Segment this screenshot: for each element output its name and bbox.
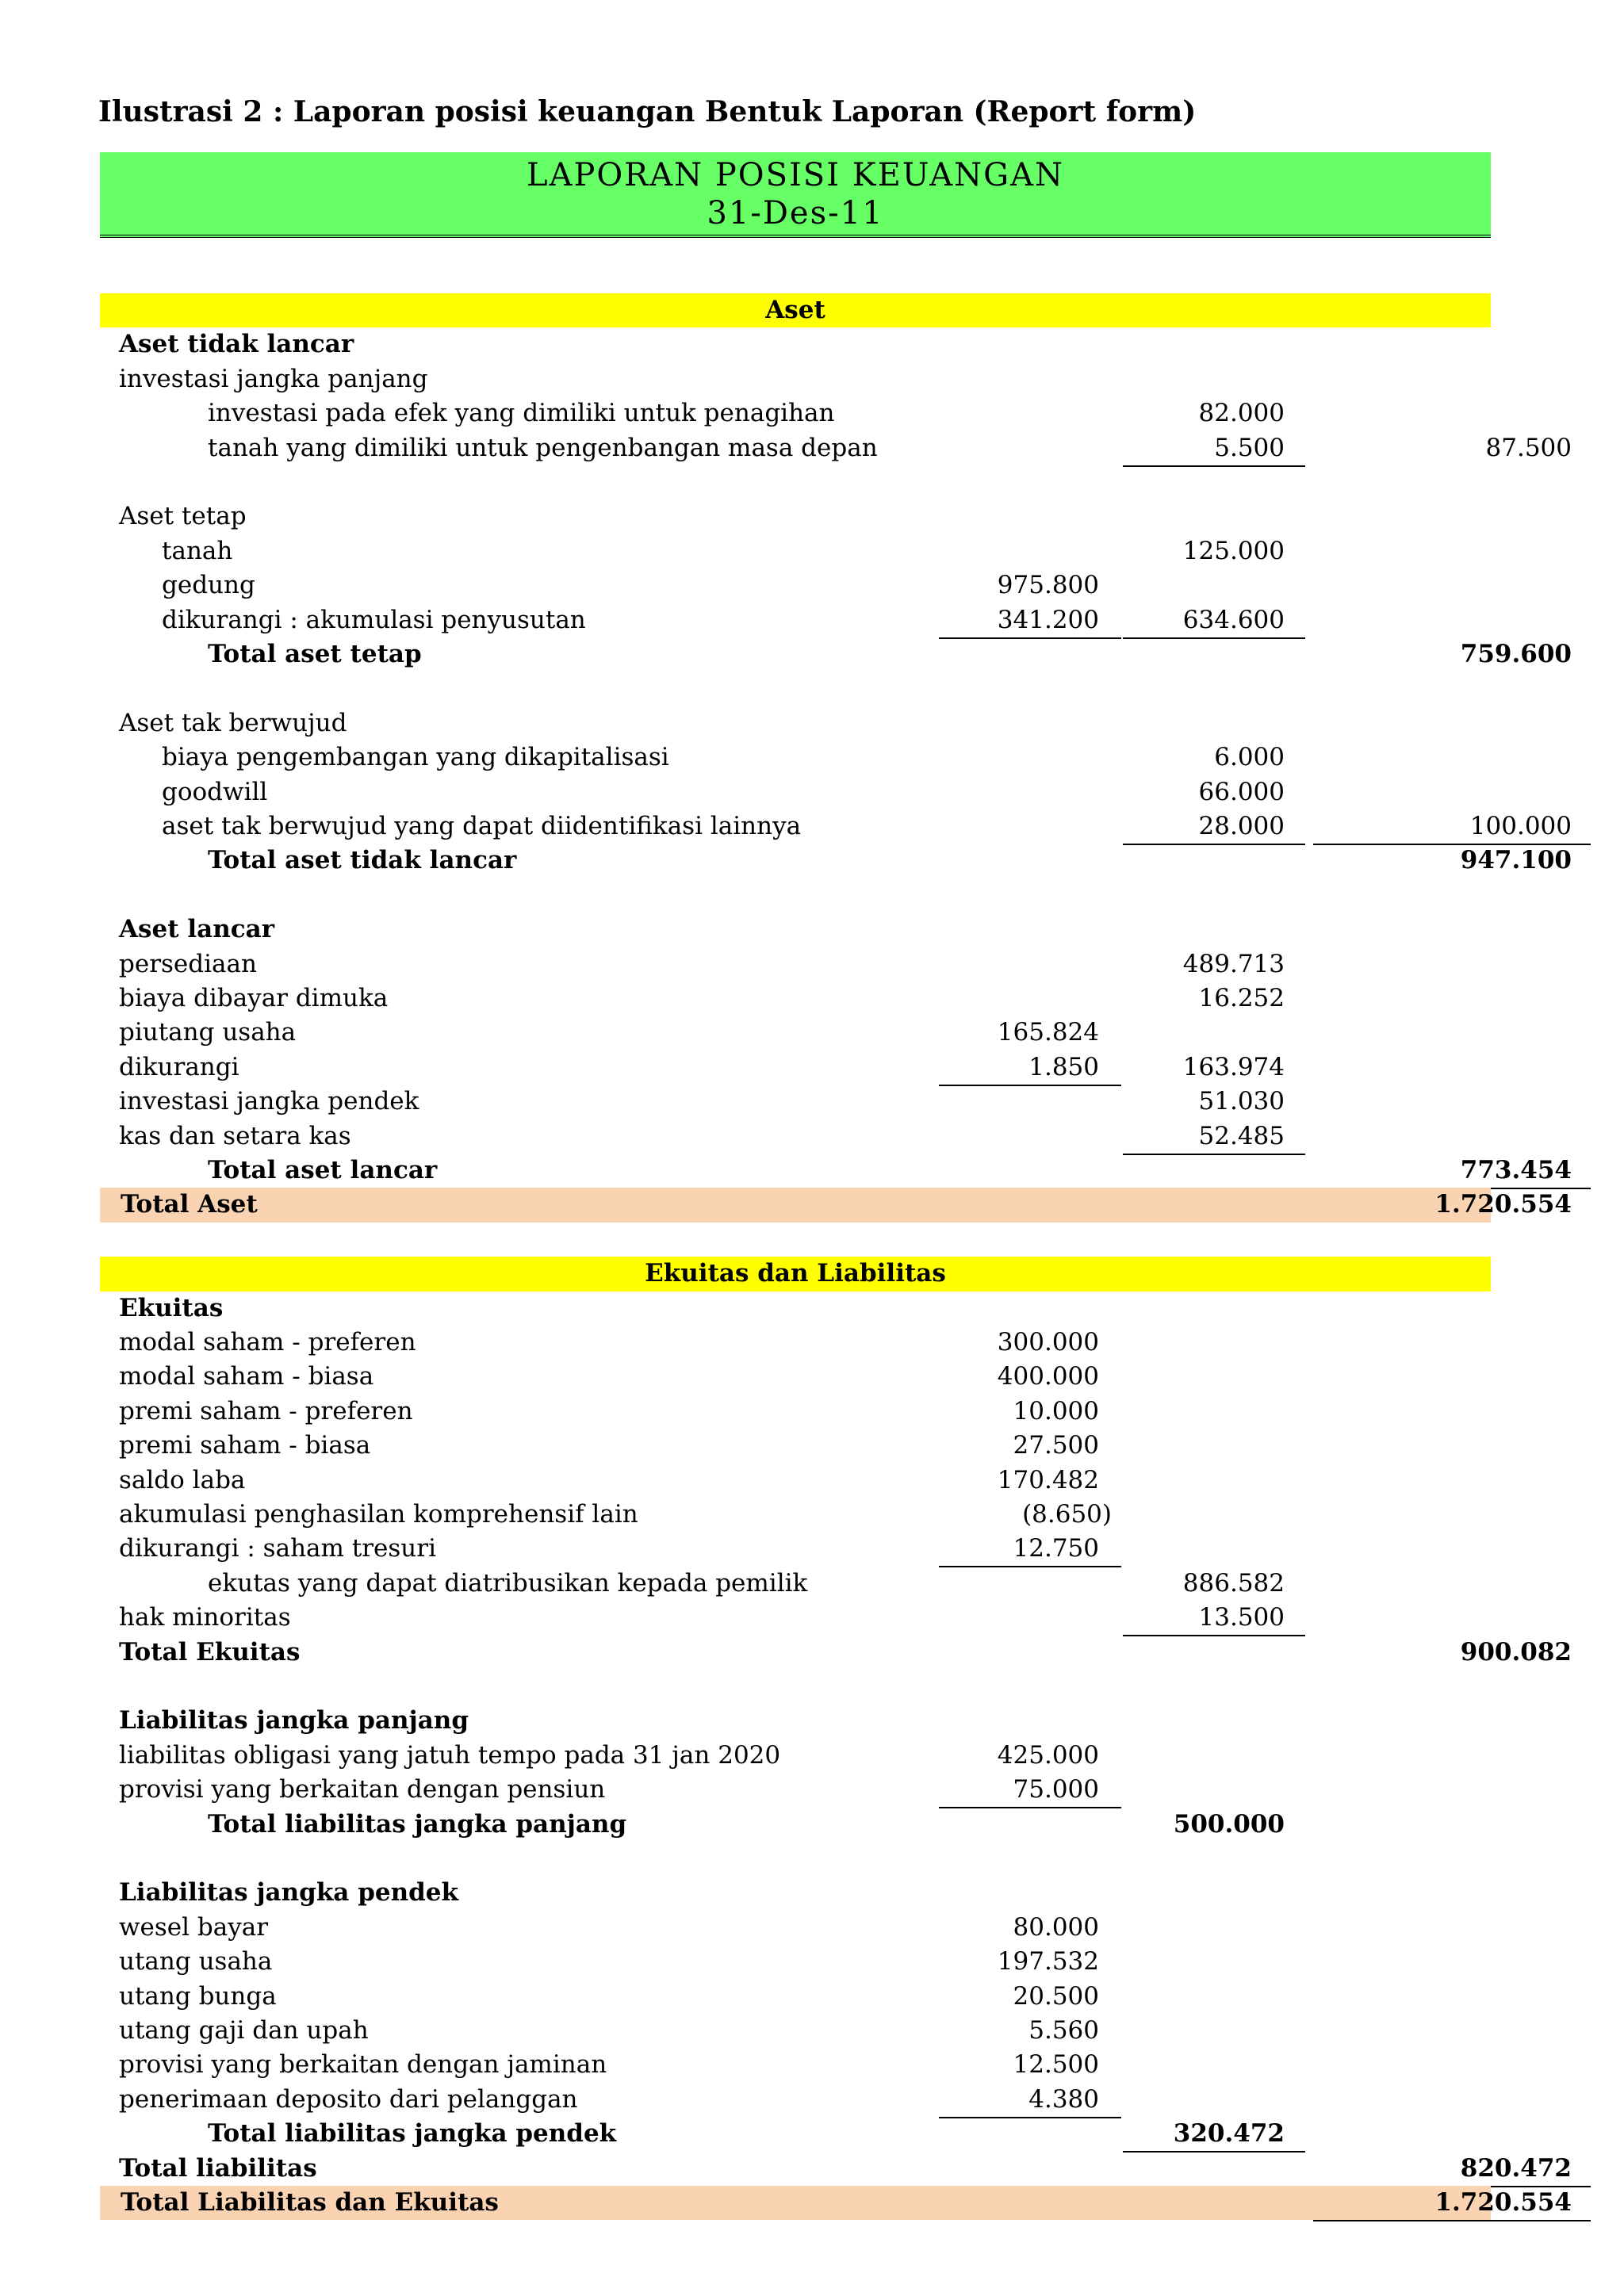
amount-col-2: 52.485 — [1128, 1119, 1285, 1154]
line-item-row — [100, 1945, 1491, 1979]
line-item-row — [100, 740, 1491, 775]
document-title: Ilustrasi 2 : Laporan posisi keuangan Bentuk Laporan (Report form) — [98, 95, 1197, 128]
row-label: modal saham - biasa — [119, 1362, 374, 1391]
subtotal-row — [100, 1636, 1572, 1670]
line-item-row — [100, 809, 1572, 844]
line-item-row — [100, 1016, 1491, 1050]
line-item-row — [100, 706, 1491, 740]
row-label: ekutas yang dapat diatribusikan kepada pemilik — [208, 1568, 808, 1598]
section-label: Aset — [765, 296, 825, 324]
amount-col-3: 900.082 — [1460, 1637, 1572, 1667]
row-label: saldo laba — [119, 1465, 246, 1494]
subtotal-row — [100, 1154, 1572, 1188]
row-label: premi saham - biasa — [119, 1431, 371, 1460]
row-label: Total Ekuitas — [119, 1637, 301, 1667]
line-item-row — [100, 1119, 1491, 1154]
row-label: Liabilitas jangka pendek — [119, 1878, 459, 1908]
amount-col-1: 5.560 — [1028, 2016, 1099, 2045]
row-label: Total aset lancar — [208, 1156, 438, 1184]
line-item-row — [100, 431, 1572, 465]
row-label: Aset tetap — [119, 502, 247, 531]
blank-row — [100, 878, 1491, 913]
line-item-row — [100, 1360, 1491, 1394]
row-label: tanah yang dimiliki untuk pengenbangan masa depan — [208, 433, 878, 462]
row-label: Total Liabilitas dan Ekuitas — [121, 2188, 499, 2217]
amount-col-2: 66.000 — [1198, 777, 1285, 806]
row-label: Total liabilitas jangka panjang — [208, 1809, 627, 1839]
amount-col-2: 489.713 — [1182, 949, 1285, 978]
amount-col-3: 947.100 — [1460, 846, 1572, 875]
row-label: premi saham - preferen — [119, 1396, 413, 1425]
line-item-row — [100, 1532, 1491, 1566]
row-label: Aset tak berwujud — [119, 708, 347, 737]
amount-col-1: 975.800 — [997, 571, 1099, 600]
amount-col-1: 20.500 — [1013, 1981, 1099, 2011]
amount-col-3: 759.600 — [1460, 640, 1572, 668]
amount-col-1: 165.824 — [997, 1018, 1099, 1047]
line-item-row — [100, 2048, 1491, 2082]
grand-total-row — [100, 2186, 1572, 2220]
line-item-row — [100, 568, 1491, 603]
blank-row — [100, 465, 1491, 499]
line-item-row — [100, 1567, 1491, 1601]
row-label: liabilitas obligasi yang jatuh tempo pada 31 jan 2020 — [119, 1740, 781, 1770]
row-label: utang gaji dan upah — [119, 2016, 369, 2045]
row-label: biaya dibayar dimuka — [119, 984, 389, 1012]
line-item-row — [100, 499, 1491, 534]
amount-col-2: 28.000 — [1128, 809, 1285, 844]
row-label: investasi jangka panjang — [119, 364, 428, 393]
row-label: gedung — [162, 571, 255, 600]
subtotal-row — [100, 844, 1572, 878]
section-label: Ekuitas dan Liabilitas — [645, 1259, 946, 1288]
row-label: investasi pada efek yang dimiliki untuk penagihan — [208, 399, 835, 428]
amount-col-1: 12.750 — [944, 1532, 1099, 1566]
amount-col-2: 163.974 — [1182, 1052, 1285, 1081]
amount-col-1: 10.000 — [1013, 1396, 1099, 1425]
statement-title: LAPORAN POSISI KEUANGAN — [527, 157, 1064, 193]
line-item-row — [100, 1429, 1491, 1463]
line-item-row — [100, 396, 1491, 430]
section-header — [100, 293, 1491, 327]
amount-col-3: 87.500 — [1485, 433, 1572, 462]
amount-col-1: 300.000 — [997, 1328, 1099, 1357]
row-label: biaya pengembangan yang dikapitalisasi — [162, 743, 669, 772]
statement-header — [100, 152, 1491, 238]
row-label: hak minoritas — [119, 1603, 291, 1632]
row-label: Total aset tidak lancar — [208, 846, 517, 875]
subtotal-row — [100, 637, 1572, 672]
row-label: dikurangi : akumulasi penyusutan — [162, 605, 586, 634]
subtotal-row — [100, 1704, 1491, 1738]
line-item-row — [100, 947, 1491, 982]
line-item-row — [100, 982, 1491, 1016]
row-label: utang bunga — [119, 1981, 277, 2011]
row-label: wesel bayar — [119, 1912, 269, 1942]
amount-col-3: 1.720.554 — [1434, 1190, 1572, 1219]
line-item-row — [100, 603, 1491, 637]
amount-col-2: 500.000 — [1173, 1809, 1285, 1839]
statement-date: 31-Des-11 — [707, 195, 884, 232]
row-label: modal saham - preferen — [119, 1328, 416, 1357]
line-item-row — [100, 2014, 1491, 2048]
subtotal-row — [100, 1876, 1491, 1910]
row-label: Liabilitas jangka panjang — [119, 1706, 469, 1735]
line-item-row — [100, 1464, 1491, 1498]
amount-col-1: 4.380 — [944, 2083, 1099, 2117]
section-header — [100, 1257, 1491, 1291]
row-label: penerimaan deposito dari pelanggan — [119, 2084, 578, 2114]
subtotal-row — [100, 327, 1491, 362]
blank-row — [100, 1223, 1491, 1257]
amount-col-2: 51.030 — [1198, 1087, 1285, 1116]
amount-col-1: 27.500 — [1013, 1431, 1099, 1460]
line-item-row — [100, 1085, 1491, 1119]
amount-col-1: 400.000 — [997, 1362, 1099, 1391]
amount-col-3: 100.000 — [1313, 809, 1572, 844]
amount-col-2: 13.500 — [1128, 1601, 1285, 1635]
amount-col-2: 320.472 — [1128, 2117, 1285, 2151]
line-item-row — [100, 534, 1491, 568]
amount-col-2: 886.582 — [1182, 1568, 1285, 1598]
row-label: aset tak berwujud yang dapat diidentifikasi lainnya — [162, 812, 802, 840]
amount-col-1: 341.200 — [944, 603, 1099, 637]
subtotal-row — [100, 1292, 1491, 1326]
row-label: investasi jangka pendek — [119, 1087, 419, 1116]
row-label: persediaan — [119, 949, 257, 978]
row-label: Ekuitas — [119, 1293, 224, 1322]
row-label: goodwill — [162, 777, 268, 806]
amount-col-3: 773.454 — [1313, 1154, 1572, 1188]
line-item-row — [100, 1395, 1491, 1429]
row-label: kas dan setara kas — [119, 1121, 351, 1150]
amount-col-1: 197.532 — [997, 1947, 1099, 1976]
amount-col-1: 1.850 — [944, 1050, 1099, 1085]
line-item-row — [100, 1498, 1491, 1532]
row-label: Total liabilitas — [119, 2153, 317, 2183]
amount-col-1: 170.482 — [997, 1465, 1099, 1494]
row-label: utang usaha — [119, 1947, 273, 1976]
line-item-row — [100, 1773, 1491, 1807]
subtotal-row — [100, 2117, 1491, 2151]
amount-col-2: 634.600 — [1128, 603, 1285, 637]
row-label: Aset tidak lancar — [119, 330, 354, 359]
row-label: Total aset tetap — [208, 640, 422, 668]
amount-col-1: (8.650) — [1022, 1500, 1112, 1529]
amount-col-2: 5.500 — [1128, 431, 1285, 465]
line-item-row — [100, 362, 1491, 396]
row-label: dikurangi : saham tresuri — [119, 1534, 437, 1563]
line-item-row — [100, 1601, 1491, 1635]
line-item-row — [100, 1911, 1491, 1945]
line-item-row — [100, 1326, 1491, 1360]
grand-total-row — [100, 1188, 1572, 1222]
row-label: provisi yang berkaitan dengan jaminan — [119, 2050, 607, 2080]
row-label: provisi yang berkaitan dengan pensiun — [119, 1775, 606, 1804]
subtotal-row — [100, 2152, 1572, 2186]
row-label: dikurangi — [119, 1052, 239, 1081]
amount-col-1: 425.000 — [997, 1740, 1099, 1770]
row-label: Total Aset — [121, 1190, 258, 1219]
amount-col-1: 12.500 — [1013, 2050, 1099, 2080]
amount-col-2: 82.000 — [1198, 399, 1285, 428]
amount-col-2: 6.000 — [1214, 743, 1285, 772]
line-item-row — [100, 1050, 1491, 1085]
row-label: piutang usaha — [119, 1018, 297, 1047]
amount-col-2: 125.000 — [1182, 536, 1285, 565]
line-item-row — [100, 1739, 1491, 1773]
blank-row — [100, 1670, 1491, 1704]
blank-row — [100, 1842, 1491, 1876]
blank-row — [100, 672, 1491, 706]
amount-col-3: 820.472 — [1313, 2152, 1572, 2186]
amount-col-1: 75.000 — [944, 1773, 1099, 1807]
row-label: akumulasi penghasilan komprehensif lain — [119, 1500, 638, 1529]
line-item-row — [100, 1980, 1491, 2014]
subtotal-row — [100, 1808, 1491, 1842]
subtotal-row — [100, 913, 1491, 947]
line-item-row — [100, 2083, 1491, 2117]
amount-col-2: 16.252 — [1198, 984, 1285, 1012]
row-label: tanah — [162, 536, 233, 565]
amount-col-3: 1.720.554 — [1313, 2186, 1572, 2220]
row-label: Aset lancar — [119, 915, 275, 944]
row-label: Total liabilitas jangka pendek — [208, 2119, 617, 2149]
amount-col-1: 80.000 — [1013, 1912, 1099, 1942]
line-item-row — [100, 775, 1491, 809]
